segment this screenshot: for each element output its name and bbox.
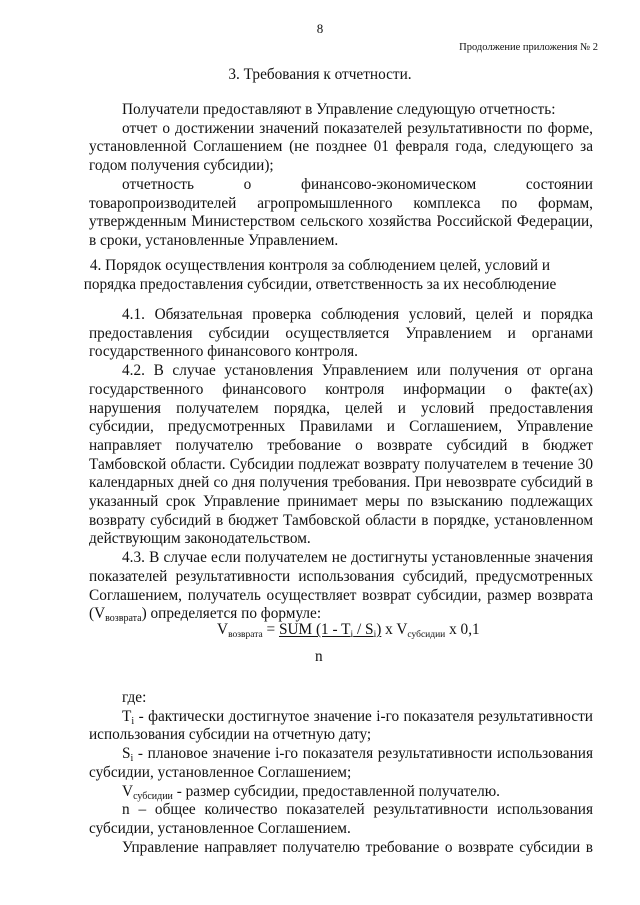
symbol: T (122, 707, 132, 725)
word: состоянии (525, 175, 593, 193)
formula-numerator (279, 621, 381, 638)
formula-denominator: n (315, 648, 323, 665)
report-item-1: отчет о достижении значений показателей результативности по форме, установленной Соглашением (не позднее 01 февраля года, следующего за годом получения субсидии); (89, 119, 593, 175)
section-4-title (0, 257, 640, 294)
section-3-intro: Получатели предоставляют в Управление следующую отчетность: (122, 101, 556, 118)
subscript: субсидии (133, 790, 173, 802)
report-item-2-rest: товаропроизводителей агропромышленного комплекса по формам, утвержденным Министерством сельского хозяйства Российской Федерации, в сроки, установленные Управлением. (89, 194, 593, 249)
section-4-title-line-2: порядка предоставления субсидии, ответственность за их несоблюдение (83, 275, 557, 293)
section-3-body (89, 101, 593, 251)
page-number: 8 (316, 21, 324, 36)
symbol: V (122, 782, 134, 800)
formula-subscript: i (350, 630, 354, 640)
definition-text: - размер субсидии, предоставленной получателю. (172, 782, 500, 800)
word: отчетность (122, 175, 194, 193)
section-4-body (89, 306, 593, 624)
report-item-2-first-line (89, 176, 593, 195)
definition-t (89, 708, 593, 745)
formula-part: x V (381, 621, 408, 638)
paragraph-4-3-text: 4.3. В случае если получателем не достигнуты установленные значения показателей результативности использования субсидий, предусмотренных Соглашением, получатель осуществляет возврат субсидии, размер возврата (V (89, 549, 593, 623)
formula-part: ) (376, 621, 382, 638)
definitions (89, 689, 593, 857)
definition-s (89, 745, 593, 782)
word: о (243, 175, 252, 193)
section-3-title: 3. Требования к отчетности. (228, 66, 412, 83)
definition-text: - плановое значение i-го показателя результативности использования субсидии, установленное Соглашением; (89, 745, 593, 781)
paragraph-4-1: 4.1. Обязательная проверка соблюдения условий, целей и порядка предоставления субсидии осуществляется Управлением и органами государственного финансового контроля. (89, 306, 593, 361)
word: финансово-экономическом (301, 175, 477, 193)
formula-subscript: субсидии (407, 630, 446, 640)
formula-subscript: i (373, 630, 377, 640)
formula-part: / S (353, 621, 374, 638)
formula-part: SUM (1 - T (278, 621, 351, 638)
formula-main-line (217, 621, 480, 640)
symbol: S (122, 745, 131, 763)
paragraph-4-3-tail: ) определяется по формуле: (141, 605, 322, 623)
formula-equals: = (262, 621, 279, 638)
subscript: i (130, 753, 134, 765)
definition-text: - фактически достигнутое значение i-го показателя результативности использования субсидии на отчетную дату; (89, 707, 593, 744)
closing-line: Управление направляет получателю требование о возврате субсидии в (122, 838, 593, 856)
definition-v (89, 783, 593, 802)
section-4-title-line-1: 4. Порядок осуществления контроля за соблюдением целей, условий и (89, 257, 551, 274)
subscript: возврата (105, 613, 142, 625)
formula-symbol: V (217, 621, 229, 638)
paragraph-4-2: 4.2. В случае установления Управлением или получения от органа государственного финансового контроля информации о факте(ах) нарушения получателем порядка, целей и условий предоставления субсидии, предусмотренных Правилами и Соглашением, Управление направляет получателю требование о возврате субсидий в бюджет Тамбовской области. Субсидии подлежат возврату получателем в течение 30 календарных дней со дня получения требования. При невозврате субсидий в указанный срок Управление принимает меры по взысканию подлежащих возврату субсидий в бюджет Тамбовской области в порядке, установленном действующим законодательством. (89, 362, 593, 548)
definition-n: n – общее количество показателей результативности использования субсидии, установленное Соглашением. (89, 801, 593, 837)
subscript: i (131, 715, 135, 727)
paragraph-4-3 (89, 549, 593, 624)
formula-part: x 0,1 (445, 621, 480, 638)
where-label: где: (122, 689, 147, 706)
continuation-note: Продолжение приложения № 2 (459, 42, 598, 53)
formula-subscript: возврата (228, 630, 263, 640)
